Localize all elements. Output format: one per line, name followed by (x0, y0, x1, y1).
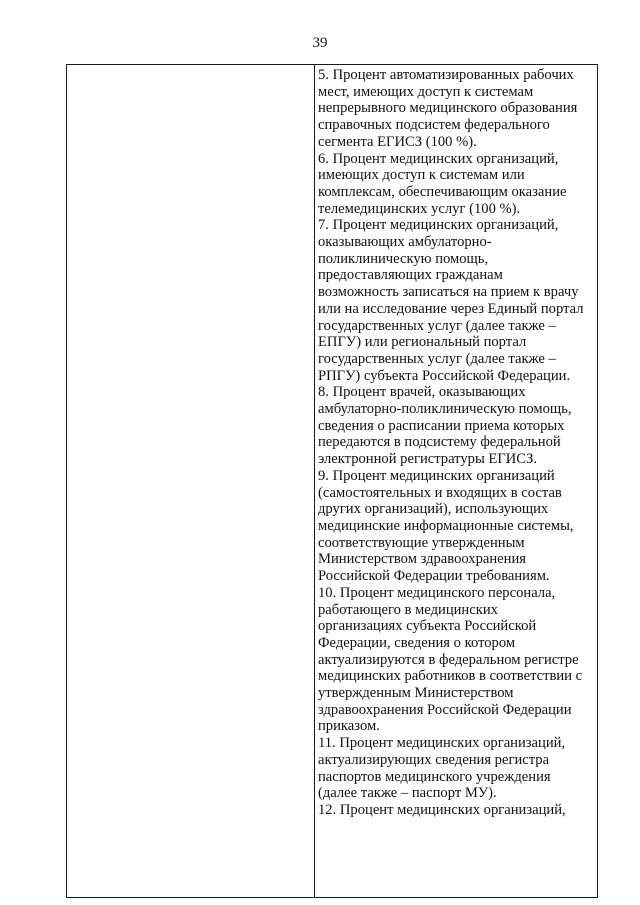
list-item (318, 217, 596, 384)
page-number: 39 (312, 35, 328, 51)
list-item (318, 585, 596, 735)
list-item-line: сведения о расписании приема которых (318, 417, 565, 434)
list-item-line: ЕПГУ) или региональный портал (318, 334, 527, 351)
column-divider (314, 65, 315, 897)
list-item-line: электронной регистратуры ЕГИСЗ. (318, 451, 537, 468)
list-item-line: комплексам, обеспечивающим оказание (318, 183, 567, 200)
list-item-line: мест, имеющих доступ к системам (318, 83, 534, 100)
list-item-line: актуализируются в федеральном регистре (318, 651, 579, 668)
list-item-line: 9. Процент медицинских организаций (318, 467, 555, 484)
list-item-line: справочных подсистем федерального (318, 117, 550, 134)
list-item-line: 5. Процент автоматизированных рабочих (318, 67, 574, 83)
list-item-line: работающего в медицинских (318, 601, 498, 618)
list-item-line: 7. Процент медицинских организаций, (318, 217, 559, 234)
table-right-cell (318, 67, 596, 819)
list-item (318, 468, 596, 585)
list-item-line: приказом. (318, 718, 380, 735)
list-item-line: телемедицинских услуг (100 %). (318, 200, 521, 217)
list-item-line: здравоохранения Российской Федерации (318, 701, 572, 718)
list-item-line: 10. Процент медицинского персонала, (318, 584, 556, 601)
list-item-line: оказывающих амбулаторно- (318, 234, 492, 251)
list-item-line: 6. Процент медицинских организаций, (318, 150, 559, 167)
list-item-line: передаются в подсистему федеральной (318, 434, 561, 451)
list-item-line: (самостоятельных и входящих в состав (318, 484, 562, 501)
document-table (66, 64, 598, 898)
list-item-line: имеющих доступ к системам или (318, 167, 525, 184)
list-item-line: других организаций), использующих (318, 501, 549, 518)
list-item-line: государственных услуг (далее также – (318, 350, 556, 367)
list-item-line: (далее также – паспорт МУ). (318, 785, 497, 802)
list-item-line: государственных услуг (далее также – (318, 317, 556, 334)
table-left-cell (67, 65, 314, 897)
list-item-line: Федерации, сведения о котором (318, 634, 516, 651)
list-item-line: организациях субъекта Российской (318, 618, 537, 635)
list-item-line: 11. Процент медицинских организаций, (318, 735, 566, 752)
list-item-line: или на исследование через Единый портал (318, 300, 584, 317)
list-item (318, 151, 596, 218)
list-item-line: Российской Федерации требованиям. (318, 568, 550, 585)
list-item (318, 67, 596, 151)
list-item (318, 802, 596, 819)
list-item-line: 8. Процент врачей, оказывающих (318, 384, 526, 401)
list-item-line: медицинские информационные системы, (318, 517, 574, 534)
list-item-line: непрерывного медицинского образования (318, 100, 578, 117)
list-item-line: возможность записаться на прием к врачу (318, 284, 579, 301)
list-item-line: медицинских работников в соответствии с (318, 668, 583, 685)
list-item-line: паспортов медицинского учреждения (318, 768, 551, 785)
list-item-line: РПГУ) субъекта Российской Федерации. (318, 367, 571, 384)
list-item-line: соответствующие утвержденным (318, 534, 525, 551)
list-item-line: амбулаторно-поликлиническую помощь, (318, 401, 572, 418)
list-item (318, 384, 596, 468)
list-item-line: поликлиническую помощь, (318, 250, 489, 267)
list-item-line: сегмента ЕГИСЗ (100 %). (318, 133, 477, 150)
list-item (318, 735, 596, 802)
list-item-line: Министерством здравоохранения (318, 551, 526, 568)
list-item-line: 12. Процент медицинских организаций, (318, 801, 566, 818)
list-item-line: актуализирующих сведения регистра (318, 751, 550, 768)
list-item-line: утвержденным Министерством (318, 685, 514, 702)
list-item-line: предоставляющих гражданам (318, 267, 503, 284)
